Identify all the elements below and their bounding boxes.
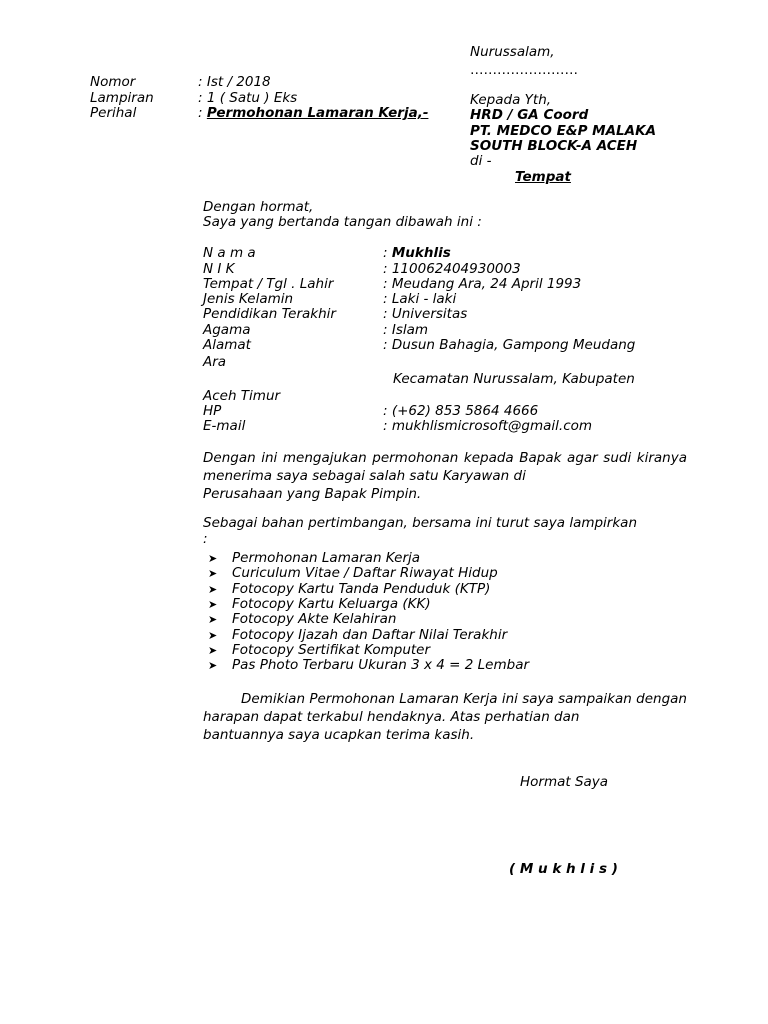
address-line3: Aceh Timur	[203, 388, 281, 404]
closing-paragraph	[203, 690, 687, 744]
arrowhead-bullet-icon: ➤	[208, 629, 218, 642]
gender-value: : Laki - laki	[383, 291, 457, 307]
lampiran-value: : 1 ( Satu ) Eks	[198, 90, 298, 106]
attachments-intro: Sebagai bahan pertimbangan, bersama ini turut saya lampirkan	[203, 515, 638, 531]
birth-value: : Meudang Ara, 24 April 1993	[383, 276, 582, 292]
religion-value: : Islam	[383, 322, 429, 338]
list-item: ➤ Fotocopy Kartu Keluarga (KK)	[208, 596, 431, 612]
closing-regards: Hormat Saya	[520, 774, 609, 790]
arrowhead-bullet-icon: ➤	[208, 598, 218, 611]
address-label: Alamat	[203, 337, 251, 353]
perihal-colon: :	[198, 105, 207, 121]
attachments-intro-colon: :	[203, 531, 208, 547]
recipient-greeting: Kepada Yth,	[470, 92, 552, 108]
body-paragraph-request-last: Perusahaan yang Bapak Pimpin.	[203, 486, 422, 502]
list-item: ➤ Pas Photo Terbaru Ukuran 3 x 4 = 2 Lembar	[208, 657, 530, 673]
email-value: : mukhlismicrosoft@gmail.com	[383, 418, 593, 434]
list-item: ➤ Fotocopy Sertifikat Komputer	[208, 642, 431, 658]
name-field	[383, 245, 451, 261]
arrowhead-bullet-icon: ➤	[208, 613, 218, 626]
address-line2: Kecamatan Nurussalam, Kabupaten	[393, 371, 635, 387]
phone-label: HP	[203, 403, 222, 419]
nomor-value: : Ist / 2018	[198, 74, 271, 90]
letter-place: Nurussalam,	[470, 44, 555, 60]
name-label: N a m a	[203, 245, 256, 261]
arrowhead-bullet-icon: ➤	[208, 583, 218, 596]
birth-label: Tempat / Tgl . Lahir	[203, 276, 334, 292]
recipient-line2: PT. MEDCO E&P MALAKA	[470, 123, 657, 139]
arrowhead-bullet-icon: ➤	[208, 552, 218, 565]
recipient-di: di -	[470, 153, 492, 169]
nik-value: : 110062404930003	[383, 261, 521, 277]
name-value: Mukhlis	[391, 245, 451, 261]
education-label: Pendidikan Terakhir	[203, 306, 336, 322]
perihal-value: Permohonan Lamaran Kerja,-	[206, 105, 429, 121]
recipient-line1: HRD / GA Coord	[470, 107, 589, 123]
arrowhead-bullet-icon: ➤	[208, 644, 218, 657]
signatory-name: ( M u k h l i s )	[509, 861, 618, 877]
closing-paragraph-text: Demikian Permohonan Lamaran Kerja ini saya sampaikan dengan harapan dapat terkabul hendaknya. Atas perhatian dan	[203, 691, 687, 725]
list-item: ➤ Fotocopy Akte Kelahiran	[208, 611, 397, 627]
education-value: : Universitas	[383, 306, 468, 322]
arrowhead-bullet-icon: ➤	[208, 659, 218, 672]
gender-label: Jenis Kelamin	[203, 291, 294, 307]
perihal-field	[198, 105, 428, 121]
list-item: ➤ Fotocopy Kartu Tanda Penduduk (KTP)	[208, 581, 491, 597]
list-item: ➤ Fotocopy Ijazah dan Daftar Nilai Terakhir	[208, 627, 508, 643]
arrowhead-bullet-icon: ➤	[208, 567, 218, 580]
address-wrap: Ara	[203, 354, 227, 370]
lampiran-label: Lampiran	[90, 90, 154, 106]
recipient-tempat: Tempat	[515, 169, 571, 185]
nik-label: N I K	[203, 261, 235, 277]
body-paragraph-request-text: Dengan ini mengajukan permohonan kepada Bapak agar sudi kiranya menerima saya sebagai salah satu Karyawan di	[203, 450, 687, 484]
list-item: ➤ Permohonan Lamaran Kerja	[208, 550, 421, 566]
recipient-line3: SOUTH BLOCK-A ACEH	[470, 138, 638, 154]
religion-label: Agama	[203, 322, 251, 338]
closing-paragraph-last: bantuannya saya ucapkan terima kasih.	[203, 727, 475, 743]
letter-date-placeholder: ……………………	[470, 62, 578, 78]
body-paragraph-request	[203, 449, 687, 503]
nomor-label: Nomor	[90, 74, 136, 90]
name-colon: :	[383, 245, 392, 261]
salutation: Dengan hormat,	[203, 199, 314, 215]
phone-value: : (+62) 853 5864 4666	[383, 403, 539, 419]
intro-line: Saya yang bertanda tangan dibawah ini :	[203, 214, 482, 230]
list-item: ➤ Curiculum Vitae / Daftar Riwayat Hidup	[208, 565, 498, 581]
email-label: E-mail	[203, 418, 246, 434]
perihal-label: Perihal	[90, 105, 137, 121]
address-value: : Dusun Bahagia, Gampong Meudang	[383, 337, 636, 353]
